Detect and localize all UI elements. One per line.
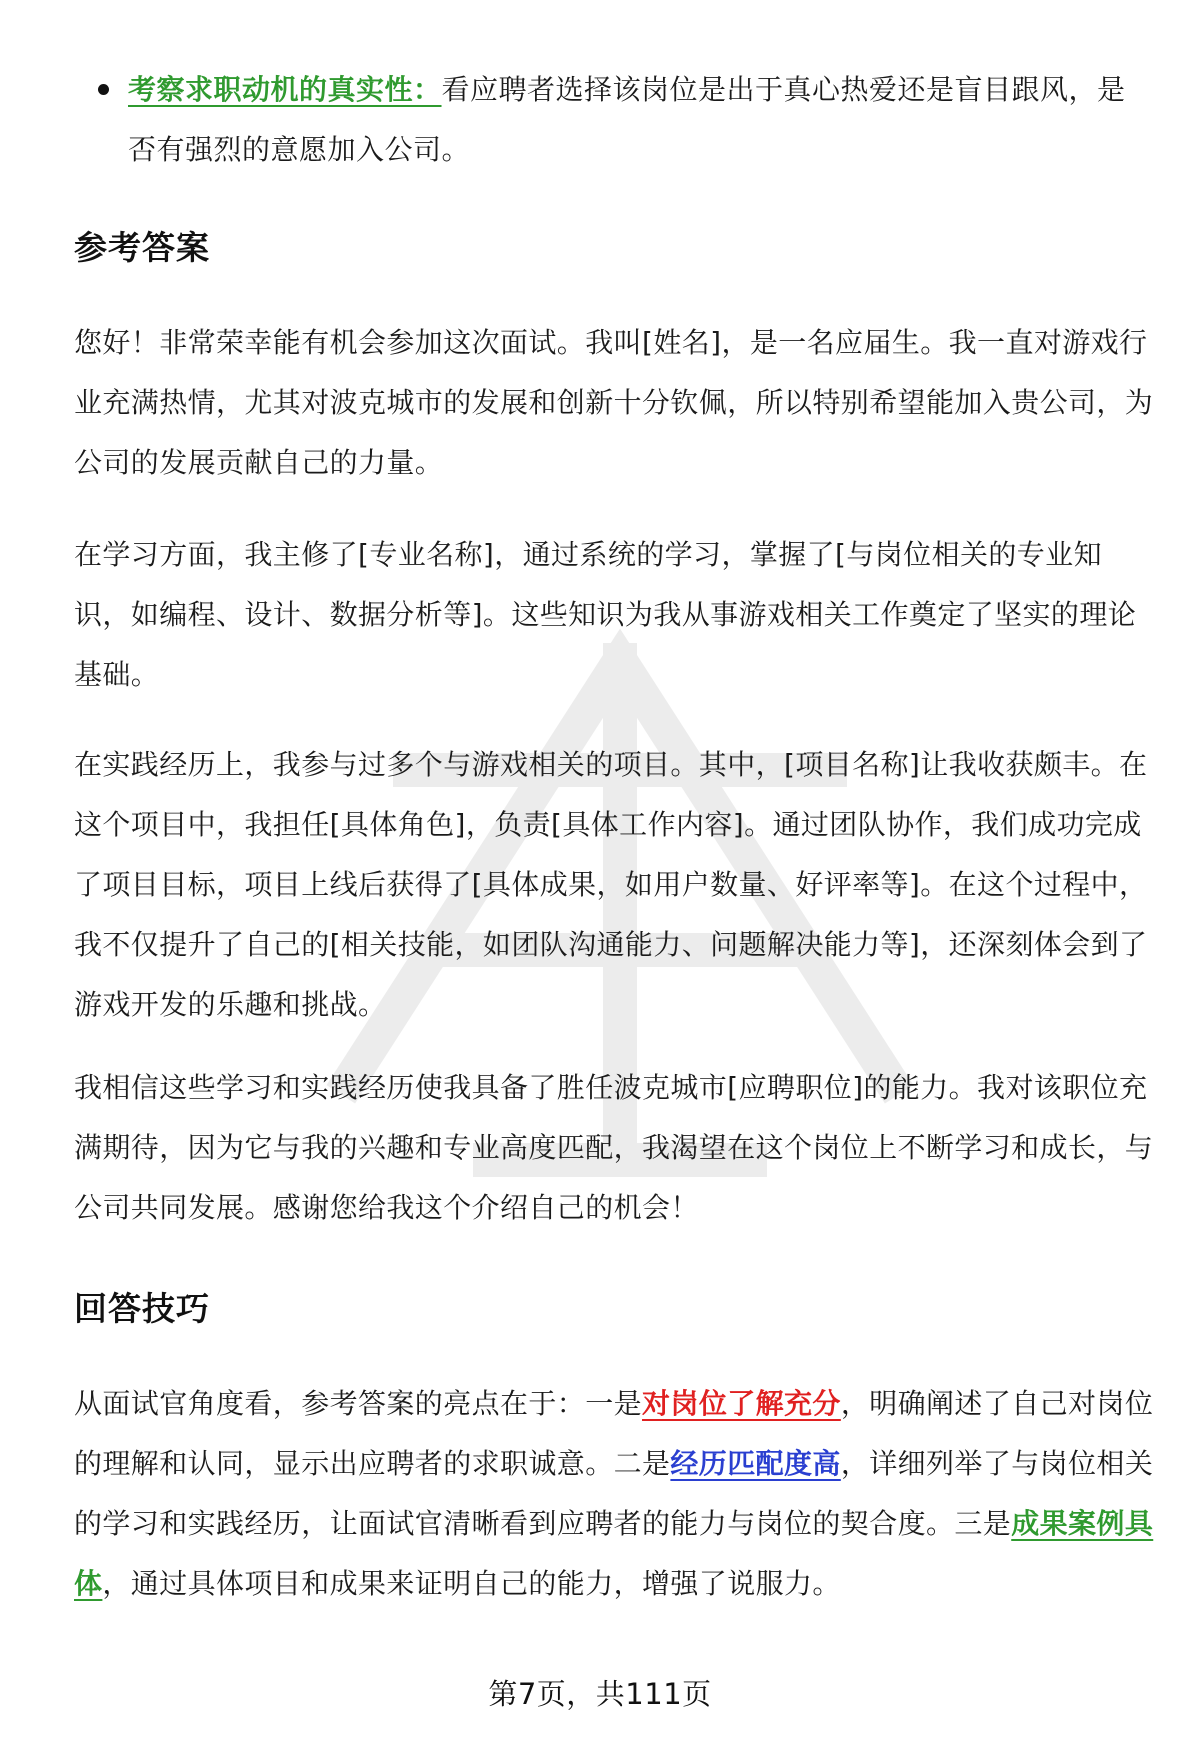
reference-paragraph-3: 在实践经历上，我参与过多个与游戏相关的项目。其中，[项目名称]让我收获颇丰。在这个项目中，我担任[具体角色]，负责[具体工作内容]。通过团队协作，我们成功完成了项目目标，项目上线后获得了[具体成果，如用户数量、好评率等]。在这个过程中，我不仅提升了自己的[相关技能，如团队沟通能力、问题解决能力等]，还深刻体会到了游戏开发的乐趣和挑战。 [74, 748, 1148, 1021]
tips-text-2: ，明确阐述了自己对岗位的理解和认同，显示出应聘者的求职诚意。二是 [74, 1387, 1154, 1480]
bullet-item [74, 60, 1144, 180]
tips-highlight-1: 对岗位了解充分 [642, 1387, 841, 1420]
reference-paragraph-1: 您好！非常荣幸能有机会参加这次面试。我叫[姓名]，是一名应届生。我一直对游戏行业充满热情，尤其对波克城市的发展和创新十分钦佩，所以特别希望能加入贵公司，为公司的发展贡献自己的力量。 [74, 326, 1154, 479]
bullet-description: 看应聘者选择该岗位是出于真心热爱还是盲目跟风，是否有强烈的意愿加入公司。 [128, 73, 1126, 166]
bullet-label: 考察求职动机的真实性： [128, 73, 442, 106]
bullet-dot-icon [98, 84, 109, 95]
tips-text-3: ，详细列举了与岗位相关的学习和实践经历，让面试官清晰看到应聘者的能力与岗位的契合度。三是 [74, 1447, 1154, 1540]
reference-paragraph-2: 在学习方面，我主修了[专业名称]，通过系统的学习，掌握了[与岗位相关的专业知识，如编程、设计、数据分析等]。这些知识为我从事游戏相关工作奠定了坚实的理论基础。 [74, 538, 1137, 691]
tips-highlight-3: 成果案例具体 [74, 1507, 1154, 1600]
tips-text-1: 从面试官角度看，参考答案的亮点在于：一是 [74, 1387, 643, 1420]
reference-paragraph-4: 我相信这些学习和实践经历使我具备了胜任波克城市[应聘职位]的能力。我对该职位充满期待，因为它与我的兴趣和专业高度匹配，我渴望在这个岗位上不断学习和成长，与公司共同发展。感谢您给我这个介绍自己的机会！ [74, 1071, 1154, 1224]
bullet-text [128, 60, 1144, 180]
section-title-tips: 回答技巧 [74, 1289, 210, 1328]
section-title-reference: 参考答案 [74, 228, 210, 267]
tips-highlight-2: 经历匹配度高 [670, 1447, 841, 1480]
page-number: 第7页，共111页 [488, 1677, 712, 1711]
tips-text-4: ，通过具体项目和成果来证明自己的能力，增强了说服力。 [102, 1567, 841, 1600]
tips-paragraph [74, 1374, 1154, 1614]
